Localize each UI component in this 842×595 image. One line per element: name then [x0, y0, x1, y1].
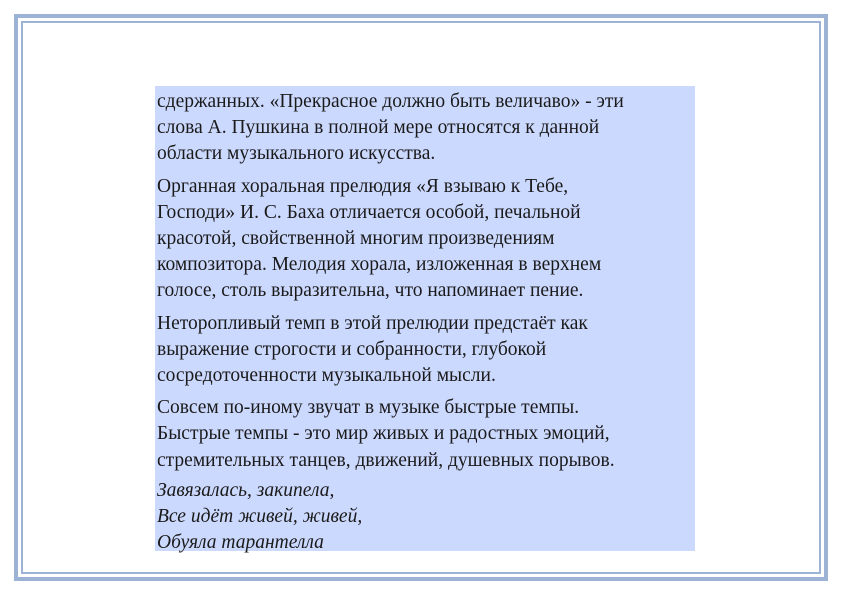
text-line: Совсем по-иному звучат в музыке быстрые темпы. — [157, 397, 580, 419]
text-line: выражение строгости и собранности, глубокой — [157, 338, 547, 360]
text-line: Господи» И. С. Баха отличается особой, печальной — [157, 201, 581, 223]
text-line: слова А. Пушкина в полной мере относятся к данной — [157, 117, 600, 139]
text-line: Неторопливый темп в этой прелюдии предстаёт как — [157, 312, 588, 334]
text-line: красотой, свойственной многим произведениям — [157, 228, 555, 250]
paragraph-1 — [157, 89, 693, 168]
verse — [157, 478, 693, 557]
text-box — [155, 86, 695, 554]
paragraph-3 — [157, 311, 693, 390]
text-line: Быстрые темпы - это мир живых и радостных эмоций, — [157, 423, 610, 445]
verse-line: Обуяла тарантелла — [157, 532, 324, 554]
text-line: голосе, столь выразительна, что напоминает пение. — [157, 280, 584, 302]
text-line: композитора. Мелодия хорала, изложенная в верхнем — [157, 254, 602, 276]
paragraph-2 — [157, 174, 693, 305]
text-line: стремительных танцев, движений, душевных порывов. — [157, 449, 615, 471]
verse-line: Завязалась, закипела, — [157, 479, 335, 501]
verse-line: Все идёт живей, живей, — [157, 506, 363, 528]
text-line: сдержанных. «Прекрасное должно быть величаво» - эти — [157, 91, 624, 112]
text-line: сосредоточенности музыкальной мысли. — [157, 365, 496, 387]
text-line: Органная хоральная прелюдия «Я взываю к Тебе, — [157, 175, 569, 197]
text-line: области музыкального искусства. — [157, 143, 436, 165]
paragraph-4 — [157, 395, 693, 474]
